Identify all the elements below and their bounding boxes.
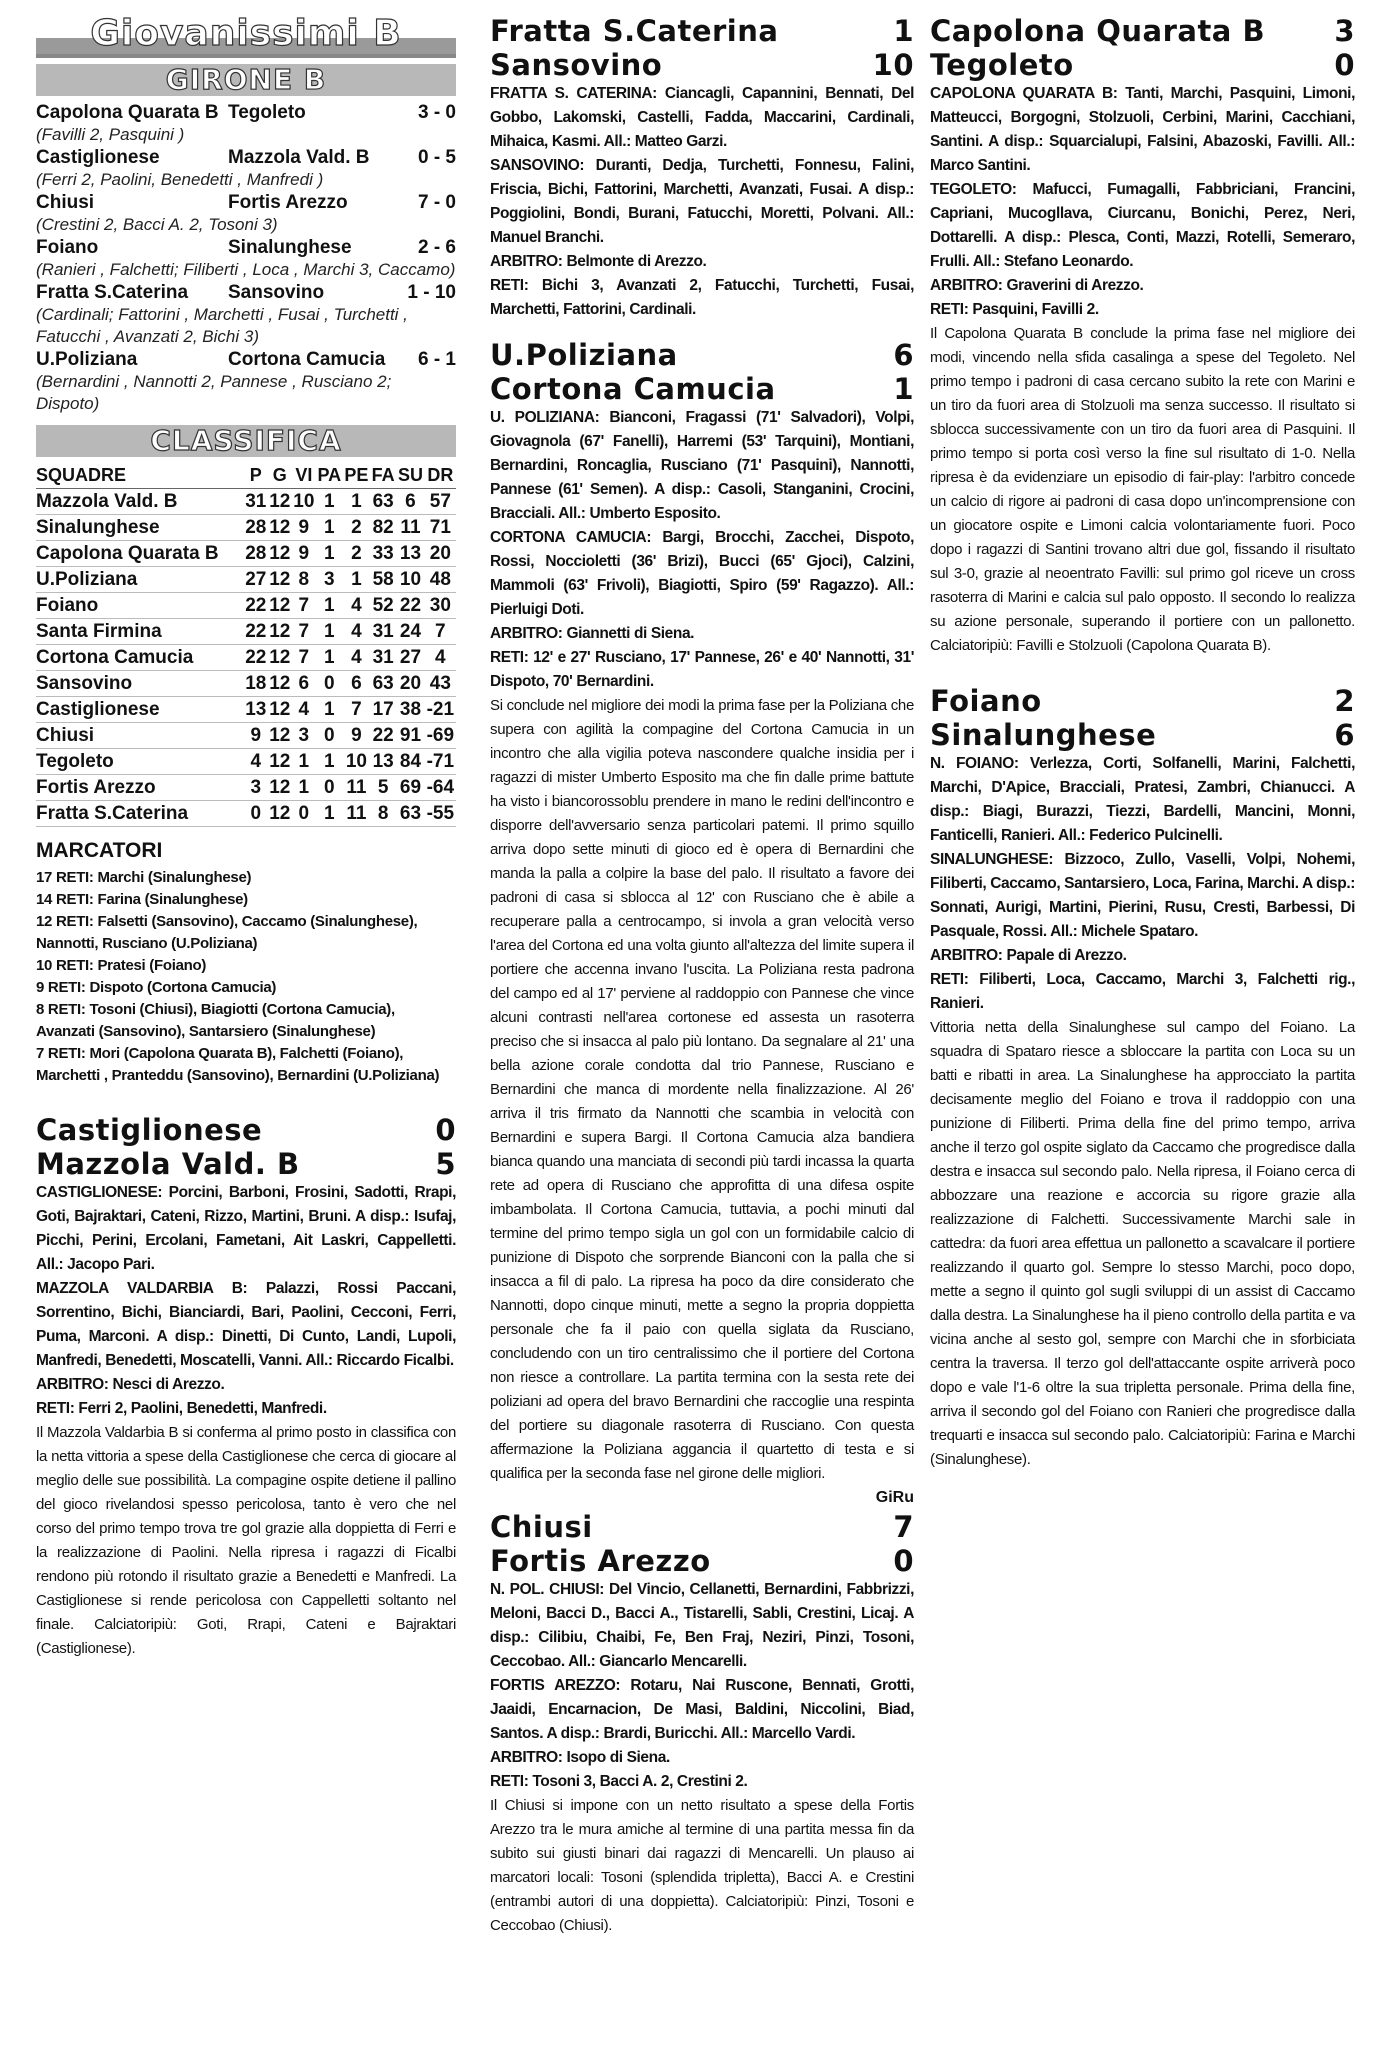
match-report: Il Mazzola Valdarbia B si conferma al primo posto in classifica con la netta vittoria a spese della Castiglionese che cerca di giocare al meglio delle sue possibilità. La compagine ospite detiene il pallino del gioco rivelandosi spesso pericolosa, tanto è vero che nel corso del primo tempo trova tre gol grazie alla doppietta di Ferri e la realizzazione di Paolini. Nella ripresa i ragazzi di Ficalbi rendono più rotondo il risultato grazie a Benedetti e Manfredi. La Castiglionese si rende pericolosa con Cappelletti soltanto nel finale. Calciatoripiù: Goti, Rrapi, Cateni e Bajraktari (Castiglionese).: [36, 1424, 456, 1657]
table-cell: 4: [425, 645, 456, 671]
table-cell: 1: [316, 489, 343, 515]
table-cell: 4: [343, 593, 370, 619]
match-report: Si conclude nel migliore dei modi la prima fase per la Poliziana che supera con agilità la compagine del Cortona Camucia in un incontro che alla vigilia poteva nascondere qualche insidia per i ragazzi di mister Umberto Esposito ma che fin dalle prime battute ha visto i biancorossoblu prendere in mano le redini dell'incontro e disporre dell'avversario senza particolari patemi. Il primo squillo arriva dopo sette minuti di gioco ed è opera di Bernardini che manda la palla a colpire la base del palo. Il risultato a favore dei padroni di casa si sblocca al 12' con Rusciano che è abile a recuperare palla a centrocampo, si invola a gran velocità verso l'area del Cortona ed una volta giunto all'altezza del limite supera il portiere che accenna invano l'uscita. La Poliziana resta padrona del campo ed al 17' perviene al raddoppio con Pannese che vince alcuni contrasti nell'area cortonese ed assesta un rasoterra preciso che si insacca al palo più lontano. Da segnalare al 21' una bella azione corale condotta dal trio Pannese, Rusciano e Bernardini che manca di mordente nella finalizzazione. Al 26' arriva il tris firmato da Nannotti che scambia in velocità con Bernardini e supera Bargi. Il Cortona Camucia alza bandiera bianca quando una manciata di secondi più tardi incassa la quarta rete ad opera di Rusciano che approfitta di una difesa ospite imbambolata. Il Cortona Camucia, tuttavia, a pochi minuti dal termine del primo tempo sigla un gol con un formidabile calcio di punizione di Dispoto che sorprende Bianconi con la palla che si insacca a fil di palo. La ripresa ha poco da dire considerato che Nannotti, dopo cinque minuti, mette a segno la propria doppietta personale che fa il paio con quella siglata da Rusciano, concludendo con un tiro centralissimo che il portiere del Cortona non riesce a controllare. La partita termina con la sesta rete dei poliziani ad opera del bravo Bernardini che raccoglie una respinta del portiere su diagonale rasoterra di Rusciano. Con questa affermazione la Poliziana aggancia il quartetto di testa e si qualifica per la seconda fase nel girone delle migliori.: [490, 697, 914, 1482]
table-cell: Chiusi: [36, 723, 244, 749]
table-cell: 11: [343, 775, 370, 801]
table-cell: 3: [316, 567, 343, 593]
table-cell: 12: [268, 749, 292, 775]
table-cell: 22: [244, 619, 268, 645]
table-cell: 22: [244, 593, 268, 619]
standings-col-header: DR: [425, 463, 456, 489]
lineup-away: SANSOVINO: Duranti, Dedja, Turchetti, Fonnesu, Falini, Friscia, Bichi, Fattorini, Marchetti, Avanzati, Fusai. A disp.: Poggiolini, Bondi, Burani, Fatucchi, Moretti, Polvani. All.: Manuel Branchi.: [490, 157, 914, 246]
match-away: Sinalunghese 6: [930, 718, 1355, 752]
table-cell: 52: [370, 593, 396, 619]
match-away: Fortis Arezzo 0: [490, 1544, 914, 1578]
table-cell: 1: [343, 489, 370, 515]
standings-col-header: G: [268, 463, 292, 489]
table-cell: 20: [425, 541, 456, 567]
standings-header-row: [36, 463, 456, 489]
table-cell: 0: [316, 775, 343, 801]
result-row: Foiano Sinalunghese 2 - 6: [36, 237, 456, 258]
table-cell: 69: [396, 775, 424, 801]
result-row: Fratta S.Caterina Sansovino 1 - 10: [36, 282, 456, 303]
scorer-line: 7 RETI: Mori (Capolona Quarata B), Falchetti (Foiano), Marchetti , Pranteddu (Sansovino), Bernardini (U.Poliziana): [36, 1045, 440, 1084]
match-home: Foiano 2: [930, 684, 1355, 718]
table-cell: 12: [268, 801, 292, 827]
table-cell: 82: [370, 515, 396, 541]
table-cell: 8: [292, 567, 316, 593]
table-cell: 12: [268, 775, 292, 801]
table-cell: 28: [244, 541, 268, 567]
table-cell: 10: [343, 749, 370, 775]
goals: RETI: Bichi 3, Avanzati 2, Fatucchi, Turchetti, Fusai, Marchetti, Fattorini, Cardinali.: [490, 277, 914, 318]
table-cell: Fortis Arezzo: [36, 775, 244, 801]
table-cell: 12: [268, 645, 292, 671]
table-cell: 12: [268, 671, 292, 697]
table-cell: 33: [370, 541, 396, 567]
lineup-home: CAPOLONA QUARATA B: Tanti, Marchi, Pasquini, Limoni, Matteucci, Borgogni, Stolzuoli, Cerbini, Marini, Cacchiani, Santini. A disp.: Squarcialupi, Falsini, Abazoski, Favilli. All.: Marco Santini.: [930, 85, 1355, 174]
table-cell: 63: [370, 489, 396, 515]
table-cell: 3: [292, 723, 316, 749]
table-cell: 6: [292, 671, 316, 697]
table-cell: 20: [396, 671, 424, 697]
table-cell: -69: [425, 723, 456, 749]
table-cell: 22: [244, 645, 268, 671]
lineup-home: N. POL. CHIUSI: Del Vincio, Cellanetti, Bernardini, Fabbrizzi, Meloni, Bacci D., Bacci A., Tistarelli, Sabli, Crestini, Licaj. A disp.: Cilibiu, Chaibi, Fe, Ben Fraj, Neziri, Pinzi, Tosoni, Ceccobao. All.: Giancarlo Mencarelli.: [490, 1581, 914, 1670]
referee: ARBITRO: Belmonte di Arezzo.: [490, 253, 707, 270]
table-cell: 7: [292, 645, 316, 671]
table-cell: 17: [370, 697, 396, 723]
table-row: [36, 489, 456, 515]
table-cell: 6: [396, 489, 424, 515]
table-cell: 12: [268, 697, 292, 723]
table-cell: Castiglionese: [36, 697, 244, 723]
match-report: Vittoria netta della Sinalunghese sul campo del Foiano. La squadra di Spataro riesce a sbloccare la partita con Loca su un batti e ribatti in area. La Sinalunghese ha approcciato la partita decisamente meglio del Foiano e trova il raddoppio con una punizione di Filiberti. Prima della fine del primo tempo, arriva anche il terzo gol ospite siglato da Caccamo che progredisce dalla destra e insacca sul secondo palo. Nella ripresa, il Foiano cerca di abbozzare una reazione e accorcia su rigore grazie alla realizzazione di Falchetti. Successivamente Marchi sale in cattedra: da fuori area effettua un pallonetto a scavalcare il portiere realizzando il quarto gol. Sempre lo stesso Marchi, poco dopo, mette a segno il quinto gol sugli sviluppi di un assist di Caccamo dalla destra. La Sinalunghese ha il pieno controllo della partita e va vicina anche al sesto gol, sempre con Marchi che in sforbiciata centra la traversa. Il terzo gol dell'attaccante ospite arriverà poco dopo e vale l'1-6 oltre la sua tripletta personale. Prima della fine, arriva il secondo gol del Foiano con Ranieri che progredisce dalla trequarti e insacca sul secondo palo. Calciatoripiù: Farina e Marchi (Sinalunghese).: [930, 1019, 1355, 1468]
table-row: [36, 697, 456, 723]
match-article: [490, 1510, 914, 1938]
table-cell: 12: [268, 723, 292, 749]
match-home: Chiusi 7: [490, 1510, 914, 1544]
table-cell: 0: [244, 801, 268, 827]
match-article: [930, 14, 1355, 658]
match-home: Castiglionese 0: [36, 1113, 456, 1147]
match-away: Mazzola Vald. B 5: [36, 1147, 456, 1181]
classifica-header: CLASSIFICA: [36, 425, 456, 457]
goals: RETI: Ferri 2, Paolini, Benedetti, Manfredi.: [36, 1400, 327, 1417]
standings-col-header: P: [244, 463, 268, 489]
scorer-line: 14 RETI: Farina (Sinalunghese): [36, 891, 248, 908]
result-scorers: (Ranieri , Falchetti; Filiberti , Loca , Marchi 3, Caccamo): [36, 260, 456, 279]
standings-col-header: PE: [343, 463, 370, 489]
match-article: [36, 1113, 456, 1661]
table-row: [36, 593, 456, 619]
table-row: [36, 515, 456, 541]
table-cell: -21: [425, 697, 456, 723]
lineup-away: FORTIS AREZZO: Rotaru, Nai Ruscone, Bennati, Grotti, Jaaidi, Encarnacion, De Masi, Baldini, Niccolini, Biad, Santos. A disp.: Brardi, Buricchi. All.: Marcello Vardi.: [490, 1677, 914, 1742]
match-home: U.Poliziana 6: [490, 338, 914, 372]
table-cell: 31: [370, 619, 396, 645]
table-cell: 7: [425, 619, 456, 645]
table-cell: 22: [370, 723, 396, 749]
match-away: Cortona Camucia 1: [490, 372, 914, 406]
table-row: [36, 749, 456, 775]
table-cell: Capolona Quarata B: [36, 541, 244, 567]
table-row: [36, 775, 456, 801]
table-cell: 57: [425, 489, 456, 515]
standings-table: [36, 463, 456, 827]
match-article: [490, 14, 914, 322]
table-cell: 30: [425, 593, 456, 619]
table-row: [36, 671, 456, 697]
lineup-away: TEGOLETO: Mafucci, Fumagalli, Fabbriciani, Francini, Capriani, Mucogllava, Ciurcanu, Bonichi, Perez, Neri, Dottarelli. A disp.: Plesca, Conti, Mazzi, Rotelli, Semeraro, Frulli. All.: Stefano Leonardo.: [930, 181, 1355, 270]
table-cell: 1: [292, 749, 316, 775]
referee: ARBITRO: Giannetti di Siena.: [490, 625, 695, 642]
scorer-line: 10 RETI: Pratesi (Foiano): [36, 957, 207, 974]
table-cell: 11: [396, 515, 424, 541]
table-row: [36, 567, 456, 593]
table-cell: 1: [316, 749, 343, 775]
table-cell: 0: [292, 801, 316, 827]
section-header: Giovanissimi B: [36, 14, 456, 58]
goals: RETI: Filiberti, Loca, Caccamo, Marchi 3, Falchetti rig., Ranieri.: [930, 971, 1355, 1012]
table-cell: 1: [343, 567, 370, 593]
scorer-line: 9 RETI: Dispoto (Cortona Camucia): [36, 979, 277, 996]
marcatori-list: [36, 867, 456, 1087]
table-cell: 8: [370, 801, 396, 827]
table-row: [36, 723, 456, 749]
result-row: Capolona Quarata B Tegoleto 3 - 0: [36, 102, 456, 123]
table-cell: 1: [292, 775, 316, 801]
table-cell: 58: [370, 567, 396, 593]
table-cell: 9: [292, 541, 316, 567]
girone-header: GIRONE B: [36, 64, 456, 96]
table-cell: 91: [396, 723, 424, 749]
table-row: [36, 541, 456, 567]
table-cell: 3: [244, 775, 268, 801]
table-cell: 13: [370, 749, 396, 775]
table-cell: Santa Firmina: [36, 619, 244, 645]
table-cell: 0: [316, 671, 343, 697]
match-report: Il Chiusi si impone con un netto risultato a spese della Fortis Arezzo tra le mura amiche al termine di una partita messa fin da subito sui giusti binari dai ragazzi di Mencarelli. Un plauso ai marcatori locali: Tosoni (splendida tripletta), Bacci A. e Crestini (entrambi autori di una doppietta). Calciatoripiù: Pinzi, Tosoni e Ceccobao (Chiusi).: [490, 1797, 914, 1934]
table-cell: 9: [292, 515, 316, 541]
table-cell: 7: [292, 593, 316, 619]
table-cell: 1: [316, 697, 343, 723]
goals: RETI: 12' e 27' Rusciano, 17' Pannese, 26' e 40' Nannotti, 31' Dispoto, 70' Bernardini.: [490, 649, 914, 690]
lineup-home: U. POLIZIANA: Bianconi, Fragassi (71' Salvadori), Volpi, Giovagnola (67' Fanelli), Harremi (53' Tarquini), Montiani, Bernardini, Roncaglia, Rusciano (71' Pasquini), Nannotti, Pannese (61' Semen). A disp.: Casoli, Stanganini, Crocini, Bracciali. All.: Umberto Esposito.: [490, 409, 914, 522]
standings-col-header: SQUADRE: [36, 463, 244, 489]
table-cell: 2: [343, 541, 370, 567]
table-cell: -64: [425, 775, 456, 801]
table-cell: 12: [268, 593, 292, 619]
marcatori-title: MARCATORI: [36, 839, 163, 862]
table-cell: 63: [396, 801, 424, 827]
table-cell: 12: [268, 567, 292, 593]
table-row: [36, 645, 456, 671]
result-scorers: (Favilli 2, Pasquini ): [36, 125, 185, 144]
table-cell: 6: [343, 671, 370, 697]
table-cell: 9: [343, 723, 370, 749]
table-cell: 9: [244, 723, 268, 749]
table-cell: 27: [396, 645, 424, 671]
column-left: [36, 14, 456, 1661]
table-cell: Sansovino: [36, 671, 244, 697]
scorer-line: 17 RETI: Marchi (Sinalunghese): [36, 869, 252, 886]
match-away: Tegoleto 0: [930, 48, 1355, 82]
scorer-line: 12 RETI: Falsetti (Sansovino), Caccamo (Sinalunghese), Nannotti, Rusciano (U.Poliziana): [36, 913, 418, 952]
lineup-home: CASTIGLIONESE: Porcini, Barboni, Frosini, Sadotti, Rrapi, Goti, Bajraktari, Cateni, Rizzo, Martini, Bruni. A disp.: Isufaj, Picchi, Perini, Ercolani, Fametani, Ait Laskri, Cappelletti. All.: Jacopo Pari.: [36, 1184, 456, 1273]
table-cell: Mazzola Vald. B: [36, 489, 244, 515]
standings-col-header: SU: [396, 463, 424, 489]
match-home: Fratta S.Caterina 1: [490, 14, 914, 48]
column-middle: [490, 14, 914, 1938]
table-cell: 1: [316, 515, 343, 541]
referee: ARBITRO: Papale di Arezzo.: [930, 947, 1127, 964]
table-cell: U.Poliziana: [36, 567, 244, 593]
scorer-line: 8 RETI: Tosoni (Chiusi), Biagiotti (Cortona Camucia), Avanzati (Sansovino), Santarsiero (Sinalunghese): [36, 1001, 395, 1040]
standings-col-header: PA: [316, 463, 343, 489]
table-cell: 1: [316, 619, 343, 645]
result-scorers: (Bernardini , Nannotti 2, Pannese , Rusciano 2; Dispoto): [36, 372, 392, 413]
match-report: Il Capolona Quarata B conclude la prima fase nel migliore dei modi, vincendo nella sfida casalinga a spese del Tegoleto. Nel primo tempo i padroni di casa cercano subito la rete con Marini e un tiro da fuori area di Stolzuoli ma senza successo. Il risultato si sblocca successivamente con un tiro da fuori area di Pasquini. Il primo tempo si porta così verso la fine sul risultato di 1-0. Nella ripresa è da evidenziare un episodio di fair-play: l'arbitro concede un calcio di rigore ai padroni di casa dopo un'incomprensione con un giocatore ospite e Limoni calcia volontariamente fuori. Poco dopo i ragazzi di Santini trovano altri due gol, fissando il risultato sul 3-0, grazie al neoentrato Favilli: sul primo gol riceve un cross rasoterra di Marini e calcia sul palo opposto. Il secondo lo realizza su azione personale, superando il portiere con un pallonetto. Calciatoripiù: Favilli e Stolzuoli (Capolona Quarata B).: [930, 325, 1355, 654]
table-cell: -55: [425, 801, 456, 827]
table-cell: 43: [425, 671, 456, 697]
table-cell: 1: [316, 541, 343, 567]
results-list: [36, 102, 456, 415]
table-cell: 12: [268, 541, 292, 567]
table-cell: 5: [370, 775, 396, 801]
referee: ARBITRO: Nesci di Arezzo.: [36, 1376, 225, 1393]
table-cell: 1: [316, 645, 343, 671]
table-cell: Tegoleto: [36, 749, 244, 775]
match-article: [930, 684, 1355, 1472]
lineup-home: FRATTA S. CATERINA: Ciancagli, Capannini, Bennati, Del Gobbo, Lakomski, Castelli, Fadda, Maccarini, Cardinali, Mihaica, Kasmi. All.: Matteo Garzi.: [490, 85, 914, 150]
lineup-away: MAZZOLA VALDARBIA B: Palazzi, Rossi Paccani, Sorrentino, Bichi, Bianciardi, Bari, Paolini, Cecconi, Ferri, Puma, Marconi. A disp.: Dinetti, Di Cunto, Landi, Lupoli, Manfredi, Benedetti, Moscatelli, Vanni. All.: Riccardo Ficalbi.: [36, 1280, 456, 1369]
column-right: [930, 14, 1355, 1472]
match-away: Sansovino 10: [490, 48, 914, 82]
lineup-home: N. FOIANO: Verlezza, Corti, Solfanelli, Marini, Falchetti, Marchi, D'Apice, Bracciali, Pratesi, Zambri, Chianucci. A disp.: Biagi, Burazzi, Tiezzi, Bardelli, Mancini, Monni, Fanticelli, Ranieri. All.: Federico Pulcinelli.: [930, 755, 1355, 844]
table-cell: 4: [343, 619, 370, 645]
table-row: [36, 801, 456, 827]
table-cell: Sinalunghese: [36, 515, 244, 541]
result-row: Chiusi Fortis Arezzo 7 - 0: [36, 192, 456, 213]
table-cell: 28: [244, 515, 268, 541]
standings-col-header: VI: [292, 463, 316, 489]
table-cell: 10: [396, 567, 424, 593]
table-cell: 31: [370, 645, 396, 671]
table-cell: -71: [425, 749, 456, 775]
table-cell: 31: [244, 489, 268, 515]
table-cell: 7: [343, 697, 370, 723]
table-row: [36, 619, 456, 645]
goals: RETI: Pasquini, Favilli 2.: [930, 301, 1099, 318]
table-cell: 4: [343, 645, 370, 671]
lineup-away: SINALUNGHESE: Bizzoco, Zullo, Vaselli, Volpi, Nohemi, Filiberti, Caccamo, Santarsiero, Loca, Farina, Marchi. A disp.: Sonnati, Aurigi, Martini, Pierini, Rusu, Cresti, Barbessi, Di Pasquale, Rossi. All.: Michele Spataro.: [930, 851, 1355, 940]
referee: ARBITRO: Isopo di Siena.: [490, 1749, 670, 1766]
table-cell: 1: [316, 593, 343, 619]
standings-col-header: FA: [370, 463, 396, 489]
table-cell: 22: [396, 593, 424, 619]
table-cell: 18: [244, 671, 268, 697]
table-cell: 11: [343, 801, 370, 827]
table-cell: 0: [316, 723, 343, 749]
table-cell: Cortona Camucia: [36, 645, 244, 671]
table-cell: Foiano: [36, 593, 244, 619]
table-cell: 84: [396, 749, 424, 775]
table-cell: 2: [343, 515, 370, 541]
result-row: Castiglionese Mazzola Vald. B 0 - 5: [36, 147, 456, 168]
table-cell: Fratta S.Caterina: [36, 801, 244, 827]
table-cell: 71: [425, 515, 456, 541]
table-cell: 4: [244, 749, 268, 775]
table-cell: 13: [396, 541, 424, 567]
result-scorers: (Crestini 2, Bacci A. 2, Tosoni 3): [36, 215, 278, 234]
match-home: Capolona Quarata B 3: [930, 14, 1355, 48]
table-cell: 4: [292, 697, 316, 723]
author-signature: GiRu: [875, 1489, 914, 1506]
table-cell: 48: [425, 567, 456, 593]
table-cell: 12: [268, 515, 292, 541]
goals: RETI: Tosoni 3, Bacci A. 2, Crestini 2.: [490, 1773, 748, 1790]
table-cell: 1: [316, 801, 343, 827]
result-scorers: (Cardinali; Fattorini , Marchetti , Fusai , Turchetti , Fatucchi , Avanzati 2, Bichi 3): [36, 305, 408, 346]
table-cell: 7: [292, 619, 316, 645]
lineup-away: CORTONA CAMUCIA: Bargi, Brocchi, Zacchei, Dispoto, Rossi, Noccioletti (36' Brizi), Bucci (65' Gjoci), Calzini, Mammoli (63' Frivoli), Biagiotti, Spiro (59' Ragazzo). All.: Pierluigi Doti.: [490, 529, 914, 618]
table-cell: 12: [268, 619, 292, 645]
table-cell: 24: [396, 619, 424, 645]
table-cell: 38: [396, 697, 424, 723]
table-cell: 63: [370, 671, 396, 697]
table-cell: 27: [244, 567, 268, 593]
result-row: U.Poliziana Cortona Camucia 6 - 1: [36, 349, 456, 370]
table-cell: 13: [244, 697, 268, 723]
referee: ARBITRO: Graverini di Arezzo.: [930, 277, 1144, 294]
result-scorers: (Ferri 2, Paolini, Benedetti , Manfredi ): [36, 170, 324, 189]
table-cell: 10: [292, 489, 316, 515]
match-article: [490, 338, 914, 1510]
table-cell: 12: [268, 489, 292, 515]
